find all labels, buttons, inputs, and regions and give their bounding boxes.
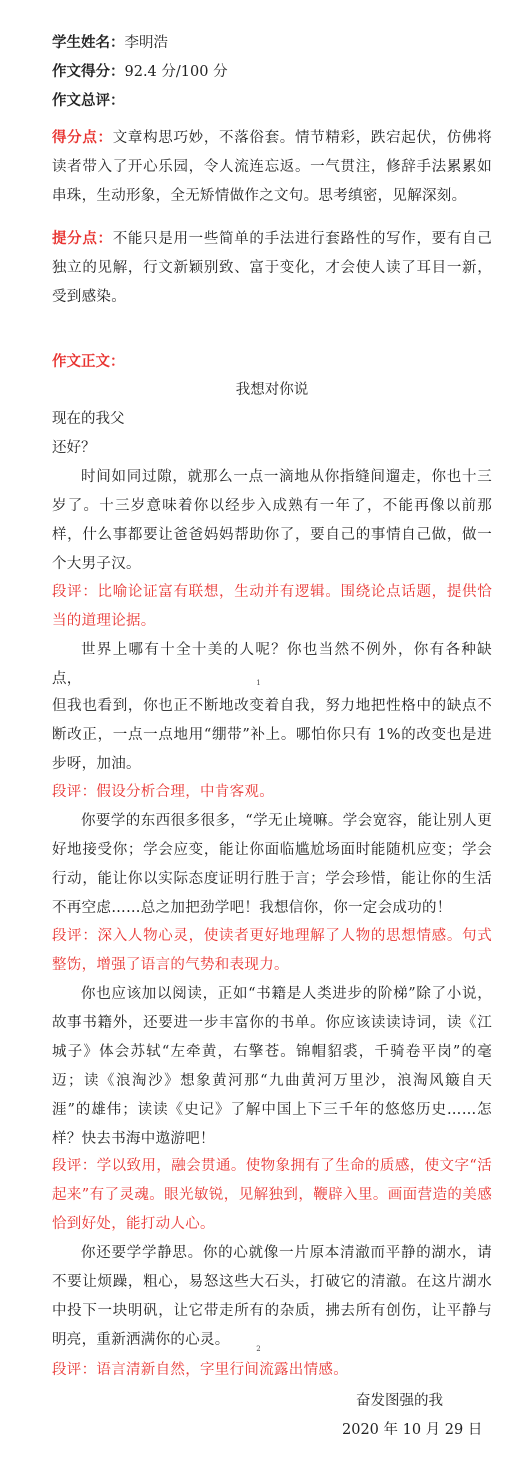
essay-paragraph-1: 时间如同过隙，就那么一点一滴地从你指缝间遛走，你也十三岁了。十三岁意味着你以经步入成熟有一年了，不能再像以前那样，什么事都要让爸爸妈妈帮助你了，要自己的事情自己做，做一个大男子汉。 [52, 469, 492, 572]
score-label: 作文得分： [52, 63, 125, 80]
paragraph-comment-2: 段评：假设分析合理，中肯客观。 [52, 784, 274, 800]
paragraph-comment-3: 段评：深入人物心灵，使读者更好地理解了人物的思想情感。句式整饬，增强了语言的气势和表现力。 [52, 928, 492, 973]
minus-points-label: 提分点： [52, 230, 113, 247]
essay-paragraph-2-end: 但我也看到，你也正不断地改变着自我，努力地把性格中的缺点不断改正，一点一点地用“绷带”补上。哪怕你只有 1%的改变也是进步呀，加油。 [52, 698, 492, 772]
minus-points-text: 不能只是用一些简单的手法进行套路性的写作，要有自己独立的见解，行文新颖别致、富于变化，才会使人读了耳目一新，受到感染。 [52, 231, 493, 305]
signature: 奋发图强的我 [356, 1393, 443, 1409]
plus-points-text: 文章构思巧妙，不落俗套。情节精彩，跌宕起伏，仿佛将读者带入了开心乐园，令人流连忘返。一气贯注，修辞手法累累如串珠，生动形象，全无矫情做作之文句。思考缜密，见解深刻。 [52, 130, 493, 204]
score-value: 92.4 分/100 分 [124, 64, 228, 80]
minus-points-paragraph [52, 224, 492, 312]
score-line [52, 57, 492, 87]
plus-points-paragraph [52, 123, 492, 211]
overall-review-label: 作文总评： [52, 92, 125, 109]
essay-paragraph-3: 你要学的东西很多很多，“学无止境嘛。学会宽容，能让别人更好地接受你；学会应变，能让你面临尴尬场面时能随机应变；学会行动，能让你以实际态度证明行胜于言；学会珍惜，能让你的生活不再空虑……总之加把劲学吧！我想信你，你一定会成功的！ [52, 813, 492, 916]
paragraph-comment-1: 段评：比喻论证富有联想，生动并有逻辑。围绕论点话题，提供恰当的道理论据。 [52, 584, 492, 629]
student-name-line [52, 28, 492, 58]
essay-paragraph-5: 你还要学学静思。你的心就像一片原本清澈而平静的湖水，请不要让烦躁，粗心，易怒这些大石头，打破它的清澈。在这片湖水中投下一块明矾，让它带走所有的杂质，拂去所有创伤，让平静与明亮，重新洒满你的心灵。 [52, 1245, 492, 1348]
plus-points-label: 得分点： [52, 129, 113, 146]
student-name-label: 学生姓名： [52, 34, 125, 51]
essay-paragraph-2-start: 世界上哪有十全十美的人呢？你也当然不例外，你有各种缺点， [52, 642, 492, 687]
essay-date: 2020 年 10 月 29 日 [342, 1422, 483, 1438]
salutation-line-1: 现在的我父 [52, 411, 125, 427]
paragraph-comment-4: 段评：学以致用，融会贯通。使物象拥有了生命的质感，使文字“活起来”有了灵魂。眼光敏锐，见解独到，鞭辟入里。画面营造的美感恰到好处，能打动人心。 [52, 1158, 492, 1232]
essay-title: 我想对你说 [235, 382, 309, 398]
essay-section-label: 作文正文： [52, 353, 125, 370]
essay-paragraph-4: 你也应该加以阅读，正如“书籍是人类进步的阶梯”除了小说，故事书籍外，还要进一步丰富你的书单。你应该读读诗词，读《江城子》体会苏轼“左牵黄，右擎苍。锦帽貂裘，千骑卷平岗”的毫迈；读《浪淘沙》想象黄河那“九曲黄河万里沙，浪淘风簸自天涯”的雄伟；读读《史记》了解中国上下三千年的悠悠历史……怎样？快去书海中遨游吧！ [52, 986, 492, 1147]
paragraph-comment-5: 段评：语言清新自然，字里行间流露出情感。 [52, 1362, 348, 1378]
page-number-1: 1 [256, 679, 261, 687]
salutation-line-2: 还好？ [52, 440, 96, 456]
student-name-value: 李明浩 [124, 35, 168, 51]
page-number-2: 2 [256, 1345, 261, 1353]
